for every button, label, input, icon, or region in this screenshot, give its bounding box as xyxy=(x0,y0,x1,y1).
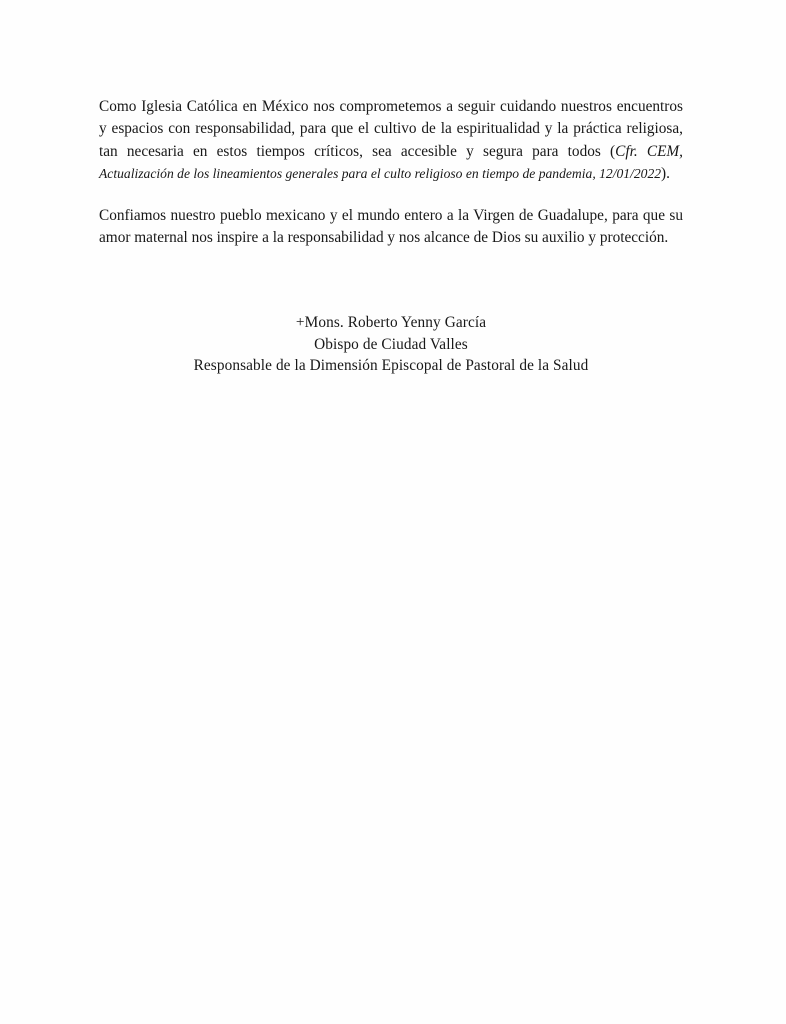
document-body xyxy=(99,96,683,250)
signatory-name: +Mons. Roberto Yenny García xyxy=(295,314,487,331)
paragraph-entrustment-text: Confiamos nuestro pueblo mexicano y el mundo entero a la Virgen de Guadalupe, para que su amor maternal nos inspire a la responsabilidad y nos alcance de Dios su auxilio y protección. xyxy=(99,206,683,247)
signatory-responsibility: Responsable de la Dimensión Episcopal de Pastoral de la Salud xyxy=(193,357,589,375)
signatory-role: Obispo de Ciudad Valles xyxy=(314,335,468,353)
paragraph-commitment xyxy=(99,96,683,186)
citation-tail: ). xyxy=(661,165,670,183)
citation-title: Actualización de los lineamientos generales para el culto religioso en tiempo de pandemia, 12/01/2022 xyxy=(99,166,662,182)
paragraph-entrustment xyxy=(99,205,683,250)
citation-abbreviation: Cfr. CEM, xyxy=(615,142,683,160)
paragraph-commitment-text: Como Iglesia Católica en México nos comprometemos a seguir cuidando nuestros encuentros y espacios con responsabilidad, para que el cultivo de la espiritualidad y la práctica religiosa, tan necesaria en estos tiempos críticos, sea accesible y segura para todos ( xyxy=(99,98,683,160)
signature-block xyxy=(99,312,683,377)
